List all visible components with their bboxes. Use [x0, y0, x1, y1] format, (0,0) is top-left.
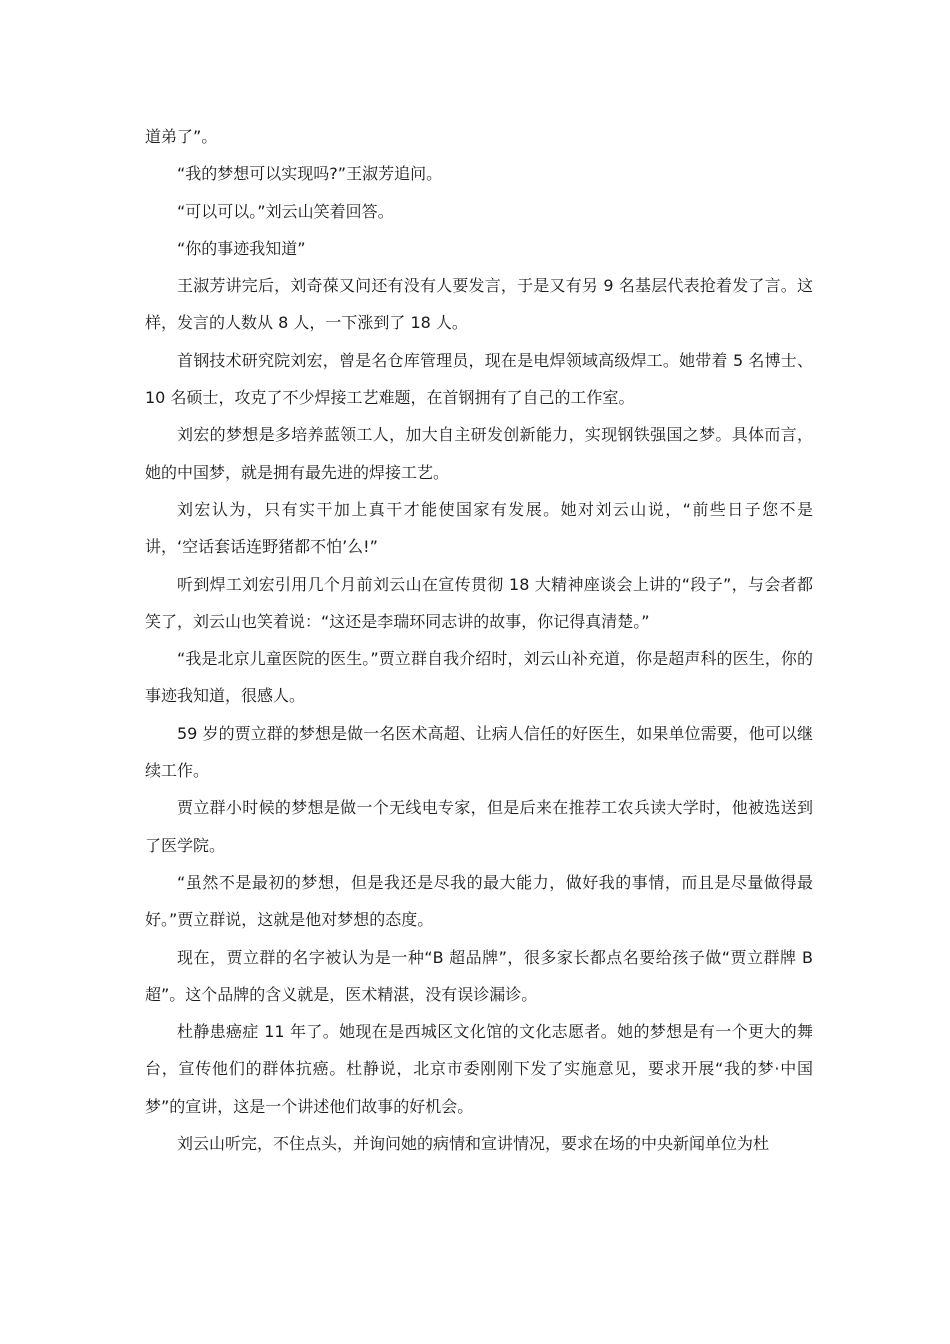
document-body	[145, 118, 813, 1162]
paragraph: 贾立群小时候的梦想是做一个无线电专家，但是后来在推荐工农兵读大学时，他被选送到了医学院。	[145, 798, 813, 855]
paragraph: 刘云山听完，不住点头，并询问她的病情和宣讲情况，要求在场的中央新闻单位为杜	[177, 1134, 770, 1154]
paragraph: 杜静患癌症 11 年了。她现在是西城区文化馆的文化志愿者。她的梦想是有一个更大的舞台，宣传他们的群体抗癌。杜静说，北京市委刚刚下发了实施意见，要求开展“我的梦·中国梦”的宣讲，这是一个讲述他们故事的好机会。	[145, 1022, 813, 1116]
paragraph: “我是北京儿童医院的医生。”贾立群自我介绍时，刘云山补充道，你是超声科的医生，你的事迹我知道，很感人。	[145, 649, 813, 706]
paragraph: “可以可以。”刘云山笑着回答。	[177, 201, 394, 221]
paragraph: “虽然不是最初的梦想，但是我还是尽我的最大能力，做好我的事情，而且是尽量做得最好。”贾立群说，这就是他对梦想的态度。	[145, 872, 813, 930]
paragraph: 现在，贾立群的名字被认为是一种“B 超品牌”，很多家长都点名要给孩子做“贾立群牌 B 超”。这个品牌的含义就是，医术精湛，没有误诊漏诊。	[145, 947, 813, 1004]
paragraph: 刘宏认为，只有实干加上真干才能使国家有发展。她对刘云山说，“前些日子您不是讲，‘空话套话连野猪都不怕’么!”	[145, 499, 813, 557]
paragraph: 59 岁的贾立群的梦想是做一名医术高超、让病人信任的好医生，如果单位需要，他可以继续工作。	[145, 723, 813, 781]
paragraph: 首钢技术研究院刘宏，曾是名仓库管理员，现在是电焊领域高级焊工。她带着 5 名博士、10 名硕士，攻克了不少焊接工艺难题，在首钢拥有了自己的工作室。	[145, 350, 813, 408]
paragraph: “你的事迹我知道”	[177, 238, 306, 258]
paragraph: 王淑芳讲完后，刘奇葆又问还有没有人要发言，于是又有另 9 名基层代表抢着发了言。这样，发言的人数从 8 人，一下涨到了 18 人。	[145, 276, 813, 333]
paragraph: 道弟了”。	[145, 127, 218, 146]
paragraph: 刘宏的梦想是多培养蓝领工人，加大自主研发创新能力，实现钢铁强国之梦。具体而言，她的中国梦，就是拥有最先进的焊接工艺。	[145, 425, 813, 482]
paragraph: “我的梦想可以实现吗?”王淑芳追问。	[177, 164, 443, 184]
paragraph: 听到焊工刘宏引用几个月前刘云山在宣传贯彻 18 大精神座谈会上讲的“段子”，与会者都笑了，刘云山也笑着说：“这还是李瑞环同志讲的故事，你记得真清楚。”	[145, 574, 813, 631]
